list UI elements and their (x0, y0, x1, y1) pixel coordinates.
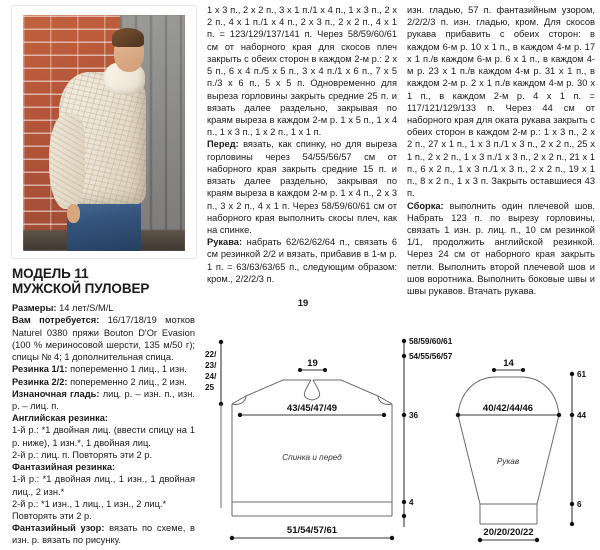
body-outline-right (313, 380, 392, 516)
info-fancy-pattern (12, 522, 195, 546)
body-caption: Спинка и перед (282, 453, 342, 462)
info-purl-stitch (12, 388, 195, 412)
info-fancy-rib-label: Фантазийная резинка: (12, 462, 116, 473)
dim-total-height-label: 58/59/60/61 (409, 337, 453, 346)
schematic-drawings (203, 312, 600, 550)
schematic-area (203, 312, 600, 550)
dim-armhole-depth-line2: 23/ (205, 361, 217, 370)
info-sizes-value: 14 лет/S/M/L (59, 303, 114, 314)
sleeves-continuation-text: изн. гладью, 57 п. фантазийным узором, 2/2/2/3 п. изн. гладью, кром. Для скосов рукава прибавить с обеих сторон: в каждом 6-м р. 10 х 1 п., в каждом 4-м р. 17 х 1 п./в каждом 6-м р. 6 х 1 п., в каждом 4-м р. 23 х 1 п./в каждом 4-м р. 31 х 1 п., в каждом 2-м р. 2 х 1 п./в каждом 4-м р. 30 х 1 п., в каждом 2-м р. 4 х 1 п. = 117/121/129/133 п. Через 44 см от наборного края для оката рукава закрыть с обеих сторон в каждом 2-м р.: 1 х 3 п., 2 х 2 п., 27 х 1 п., 1 х 3 п./1 х 3 п., 2 х 2 п., 25 х 1 п., 2 х 2 п., 1 х 3 п./1 х 3 п., 2 х 2 п., 21 х 1 п., 6 х 2 п., 1 х 3 п./1 х 3 п., 2 х 2 п., 19 х 1 п., 8 х 2 п., 1 х 3 п. Закрыть оставшиеся 43 п. (407, 5, 595, 199)
sleeve-schematic (456, 358, 587, 542)
dim-neck-width (298, 358, 327, 372)
dim-cap-top-width (492, 358, 525, 372)
info-rib-2-2-label: Резинка 2/2: (12, 376, 68, 387)
dim-sleeve-total-height-label: 61 (577, 370, 587, 379)
info-rib-2-2-value: попеременно 2 лиц., 2 изн. (70, 376, 187, 387)
info-sizes-label: Размеры: (12, 303, 57, 314)
info-materials-label: Вам потребуется: (12, 315, 100, 326)
info-rib-1-1-label: Резинка 1/1: (12, 364, 68, 375)
model-number: МОДЕЛЬ 11 (12, 266, 89, 281)
info-fancy-rib-row1: 1-й р.: *1 двойная лиц., 1 изн., 1 двойная лиц., 2 изн.* (12, 474, 195, 497)
dim-armhole-depth-line4: 25 (205, 383, 215, 392)
front-text: вязать, как спинку, но для выреза горловины через 54/55/56/57 см от наборного края закрыть средние 15 п. и вязать далее раздельно, закрывая по краям выреза в каждом 2-м р. 1 х 4 п., 2 х 3 п., 3 х 2 п., 4 х 1 п. Через 58/59/60/61 см от наборного края выполнить скосы плеч, как на спинке. (207, 139, 397, 235)
assembly-label: Сборка: (407, 200, 444, 211)
info-materials-value: 16/17/18/19 мотков Naturel 0380 пряжи Bouton D'Or Evasion (100 % мериносовой шерсти, 135 м/50 г); спицы № 4; 1 дополнительная спица. (12, 315, 195, 363)
dim-hem-width (230, 525, 394, 540)
sleeve-side-right (537, 415, 559, 504)
dim-rib-height-label: 4 (409, 498, 414, 507)
info-fancy-rib-row2: 2-й р.: *1 изн., 1 лиц., 1 изн., 2 лиц.* (12, 498, 167, 509)
photo-model-hand (67, 204, 80, 223)
dim-chest-width (238, 403, 386, 417)
dim-sleeve-heights (570, 370, 587, 526)
model-photo (23, 15, 185, 251)
dim-upper-arm-width-label: 40/42/44/46 (482, 403, 534, 414)
info-purl-value: лиц. р. – изн. п., изн. р. – лиц. п. (12, 388, 195, 411)
pattern-info-block (12, 302, 195, 546)
info-rib-1-1-value: попеременно 1 лиц., 1 изн. (70, 364, 187, 375)
dim-neck-width-label: 19 (307, 358, 318, 369)
sleeves-text: набрать 62/62/62/64 п., связать 6 см резинкой 2/2 и вязать, прибавив в 1-м р. 1 п. = 63/63/63/65 п., следующим образом: кром., 2/2/2/3 п. (207, 237, 397, 284)
dim-armhole-depth (205, 340, 223, 406)
dim-sleeve-cap-height-label: 44 (577, 411, 587, 420)
dim-armhole-depth-line1: 22/ (205, 350, 217, 359)
body-outline-left (232, 380, 311, 516)
photo-model-hair (112, 28, 144, 47)
info-fancy-rib-repeat: Повторять эти 2 р. (12, 510, 92, 521)
dim-armhole-depth-line3: 24/ (205, 372, 217, 381)
model-photo-frame (12, 6, 196, 258)
front-label: Перед: (207, 139, 239, 150)
back-continuation-text: 1 х 3 п., 2 х 2 п., 3 х 1 п./1 х 4 п., 1 х 3 п., 2 х 2 п., 4 х 1 п./1 х 4 п., 2 х 3 п., 2 х 2 п., 4 х 1 п. = 123/129/137/141 п. Через 58/59/60/61 см от наборного края для скосов плеч закрыть с обеих сторон в каждом 2-м р.: 2 х 5 п., 6 х 4 п./5 х 5 п., 3 х 4 п./1 х 6 п., 7 х 5 п./3 х 6 п., 5 х 5 п. Одновременно для выреза горловины закрыть средние 25 п. и вязать далее раздельно, закрывая по краям выреза в каждом 2-м р. 1 х 5 п., 1 х 4 п., 1 х 3 п., 1 х 2 п., 1 х 1 п. (207, 5, 397, 138)
dim-upper-arm-width (456, 403, 561, 417)
page-title (12, 266, 194, 296)
info-english-rib-row1: 1-й р.: *1 двойная лиц. (ввести спицу на 1 р. ниже), 1 изн.*, 1 двойная лиц. (12, 425, 195, 448)
assembly-text: выполнить один плечевой шов. Набрать 123 п. по вырезу горловины, связать 1 изн. р. лиц. п., 10 см резинкой 1/1, продолжить английской резинкой. Через 24 см от наборного края закрыть петли. Выполнить второй плечевой шов и шов воротника. Выполнить боковые швы и швы рукавов. Втачать рукава. (407, 200, 595, 297)
sleeves-section (207, 236, 397, 285)
info-fancy-pattern-label: Фантазийный узор: (12, 523, 105, 534)
left-column (0, 0, 200, 550)
info-materials (12, 314, 195, 363)
sleeves-label: Рукава: (207, 237, 243, 248)
info-sizes (12, 302, 195, 314)
sleeve-side-left (458, 415, 480, 504)
body-neckline (304, 380, 319, 400)
dim-cuff-width-label: 20/20/20/22 (483, 527, 534, 538)
body-schematic (205, 337, 453, 540)
info-rib-1-1 (12, 363, 195, 375)
dim-body-height-label: 36 (409, 411, 419, 420)
model-subtitle: МУЖСКОЙ ПУЛОВЕР (12, 281, 150, 297)
right-text-flow (407, 4, 595, 297)
page-number: 19 (297, 298, 309, 309)
dim-cap-top-width-label: 14 (503, 358, 514, 369)
dim-hem-width-label: 51/54/57/61 (286, 525, 338, 536)
info-fancy-rib-title (12, 461, 195, 473)
sleeve-caption: Рукав (496, 457, 520, 466)
dim-sleeve-cuff-height-label: 6 (577, 500, 582, 509)
dim-cuff-width (478, 527, 539, 542)
assembly-section (407, 200, 595, 298)
dim-body-heights (402, 337, 453, 527)
info-fancy-pattern-value: вязать по схеме, в изн. р. вязать по рисунку. (12, 523, 195, 546)
front-section (207, 138, 397, 236)
info-rib-2-2 (12, 376, 195, 388)
info-english-rib-title (12, 412, 195, 424)
photo-sweater-sleeve (49, 114, 85, 208)
info-english-rib-row2: 2-й р.: лиц. п. Повторять эти 2 р. (12, 449, 153, 460)
info-purl-label: Изнаночная гладь: (12, 388, 100, 399)
dim-chest-width-label: 43/45/47/49 (286, 403, 338, 414)
info-english-rib-label: Английская резинка: (12, 413, 109, 424)
dim-neckline-height-label: 54/55/56/57 (409, 352, 453, 361)
middle-text-flow (207, 4, 397, 285)
